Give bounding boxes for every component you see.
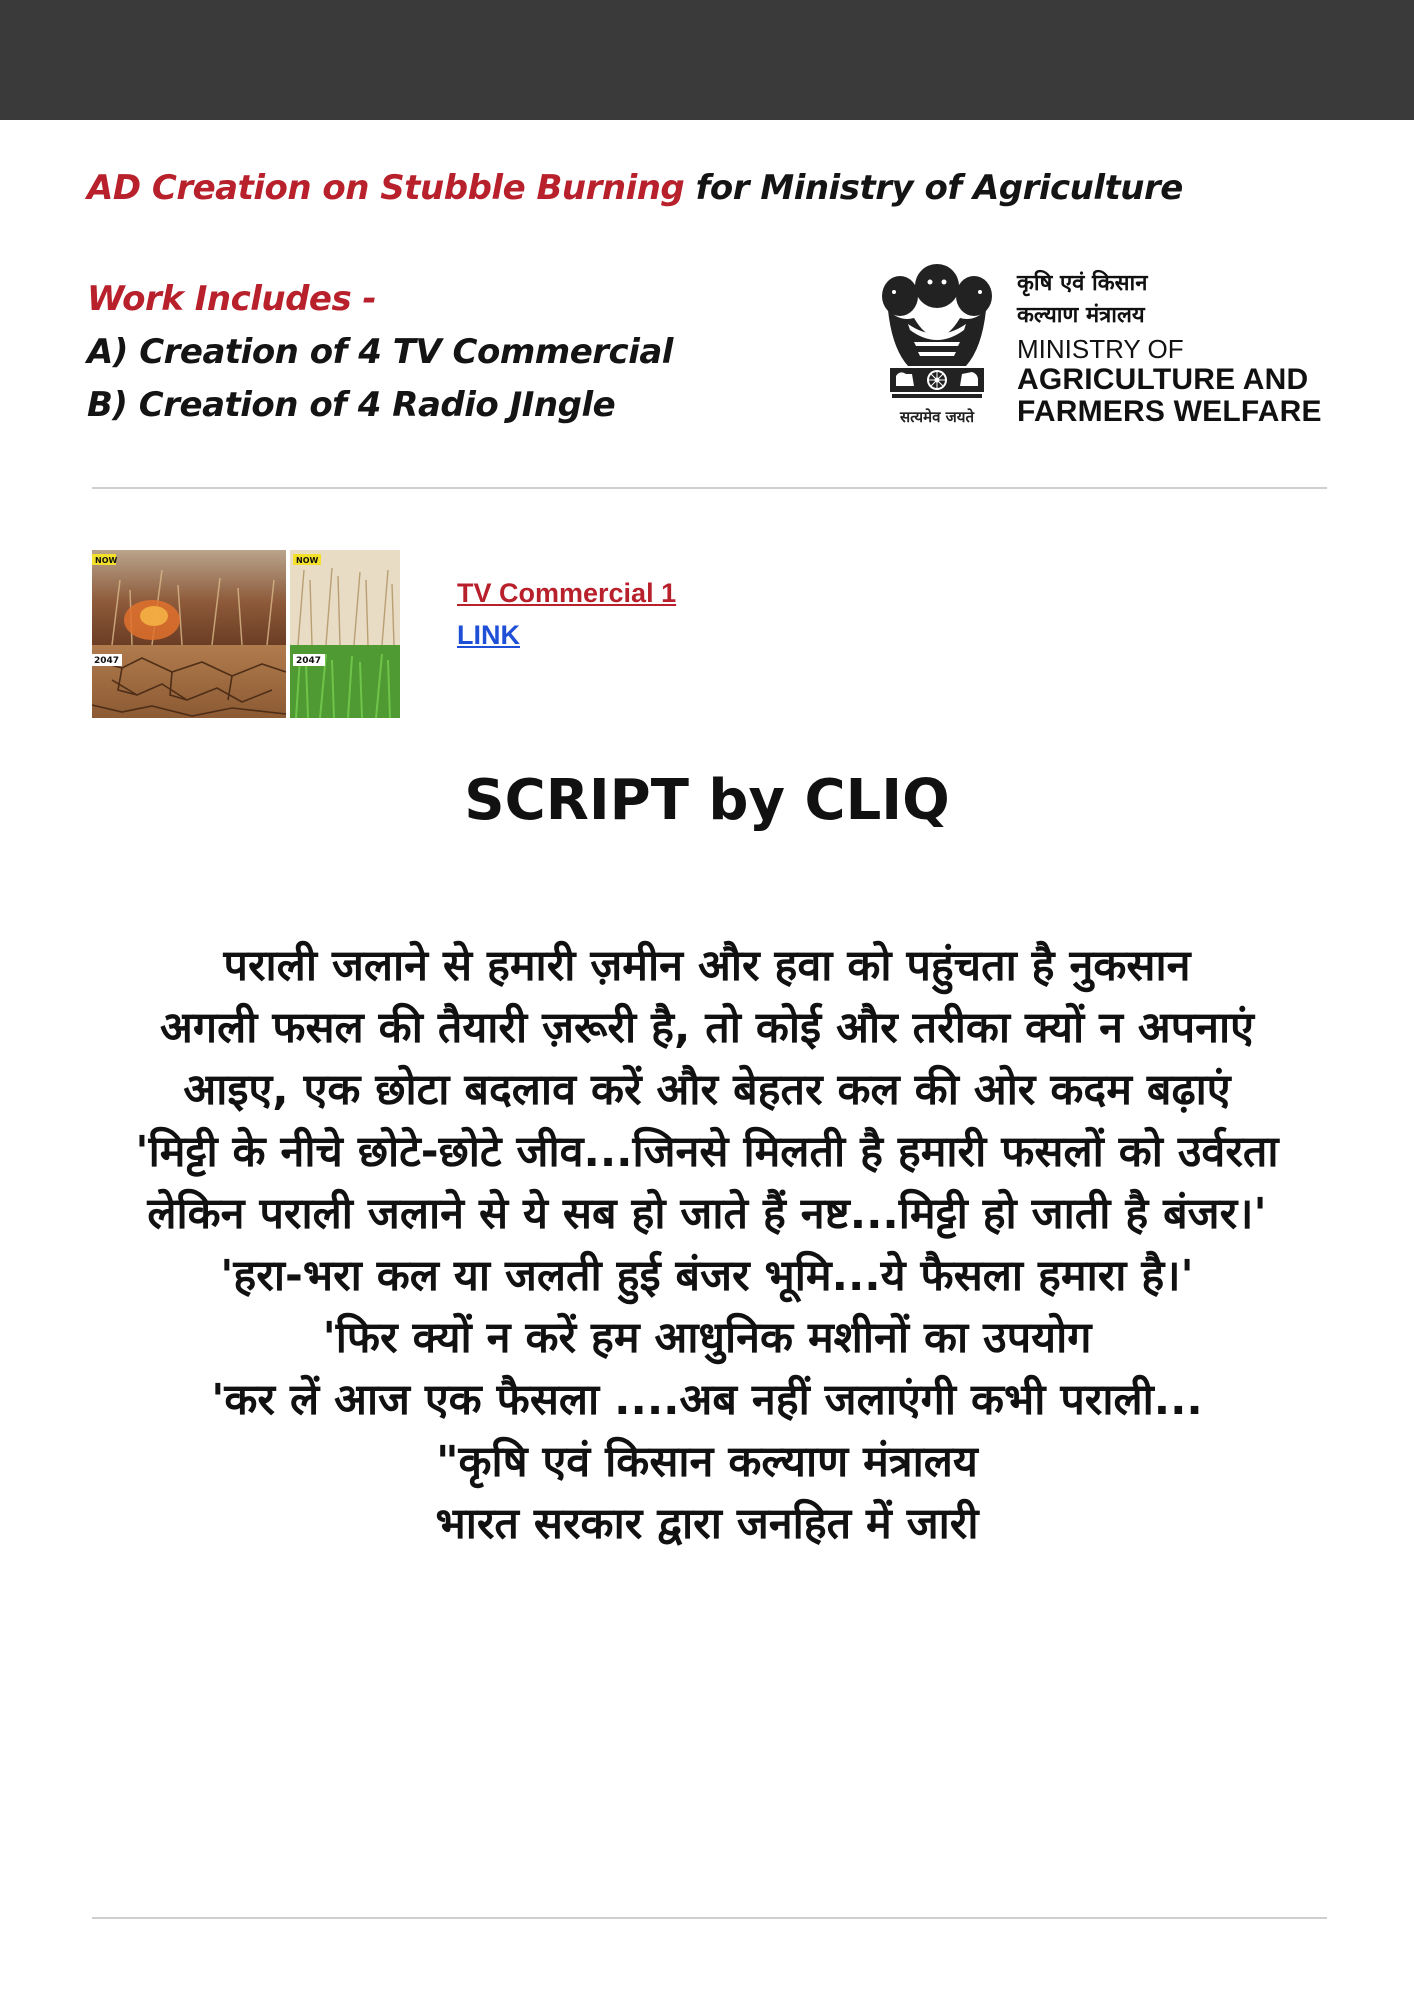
ministry-english-line3: FARMERS WELFARE (1017, 395, 1322, 428)
script-line: 'कर लें आज एक फैसला ....अब नहीं जलाएंगी कभी पराली... (211, 1375, 1203, 1425)
work-includes (87, 273, 673, 432)
script-line: 'मिट्टी के नीचे छोटे-छोटे जीव...जिनसे मिलती है हमारी फसलों को उर्वरता (135, 1127, 1279, 1177)
script-line: 'हरा-भरा कल या जलती हुई बंजर भूमि...ये फैसला हमारा है।' (220, 1251, 1194, 1301)
work-item-radio: B) Creation of 4 Radio JIngle (87, 385, 616, 425)
ministry-english-line2: AGRICULTURE AND (1017, 363, 1309, 396)
script-line: "कृषि एवं किसान कल्याण मंत्रालय (436, 1437, 978, 1487)
thumb-badge-now-right: NOW (296, 556, 319, 565)
divider-bottom (92, 1917, 1327, 1919)
page-heading (87, 168, 1183, 208)
ministry-hindi-line2: कल्याण मंत्रालय (1017, 303, 1145, 328)
thumb-badge-2047-left: 2047 (94, 656, 120, 666)
script-line: पराली जलाने से हमारी ज़मीन और हवा को पहुंचता है नुकसान (223, 941, 1191, 991)
tv-commercial-link[interactable]: TV Commercial 1 (457, 578, 677, 608)
work-item-tv: A) Creation of 4 TV Commercial (87, 332, 673, 372)
heading-red-part: AD Creation on Stubble Burning (87, 168, 685, 208)
thumbnail-green-field[interactable] (290, 550, 400, 718)
thumbnail-burning-field[interactable] (92, 550, 286, 718)
ministry-hindi-line1: कृषि एवं किसान (1017, 271, 1148, 296)
script-title: SCRIPT by CLIQ (464, 768, 950, 833)
heading-dark-part: for Ministry of Agriculture (684, 168, 1183, 208)
ministry-english-line1: MINISTRY OF (1017, 334, 1184, 364)
script-body (82, 935, 1332, 1555)
script-line: अगली फसल की तैयारी ज़रूरी है, तो कोई और तरीका क्यों न अपनाएं (160, 1003, 1254, 1053)
video-link[interactable]: LINK (457, 620, 520, 650)
script-line: 'फिर क्यों न करें हम आधुनिक मशीनों का उपयोग (322, 1313, 1092, 1363)
ministry-logo-text (1017, 268, 1322, 428)
top-bar (0, 0, 1414, 120)
national-emblem-icon (878, 248, 996, 448)
divider-top (92, 487, 1327, 489)
emblem-motto: सत्यमेव जयते (899, 408, 975, 426)
script-line: आइए, एक छोटा बदलाव करें और बेहतर कल की ओर कदम बढ़ाएं (183, 1065, 1231, 1115)
work-heading: Work Includes - (87, 279, 377, 319)
thumb-badge-2047-right: 2047 (296, 656, 322, 666)
script-line: भारत सरकार द्वारा जनहित में जारी (435, 1499, 979, 1549)
thumb-badge-now-left: NOW (95, 556, 118, 565)
script-line: लेकिन पराली जलाने से ये सब हो जाते हैं नष्ट...मिट्टी हो जाती है बंजर।' (147, 1189, 1267, 1239)
